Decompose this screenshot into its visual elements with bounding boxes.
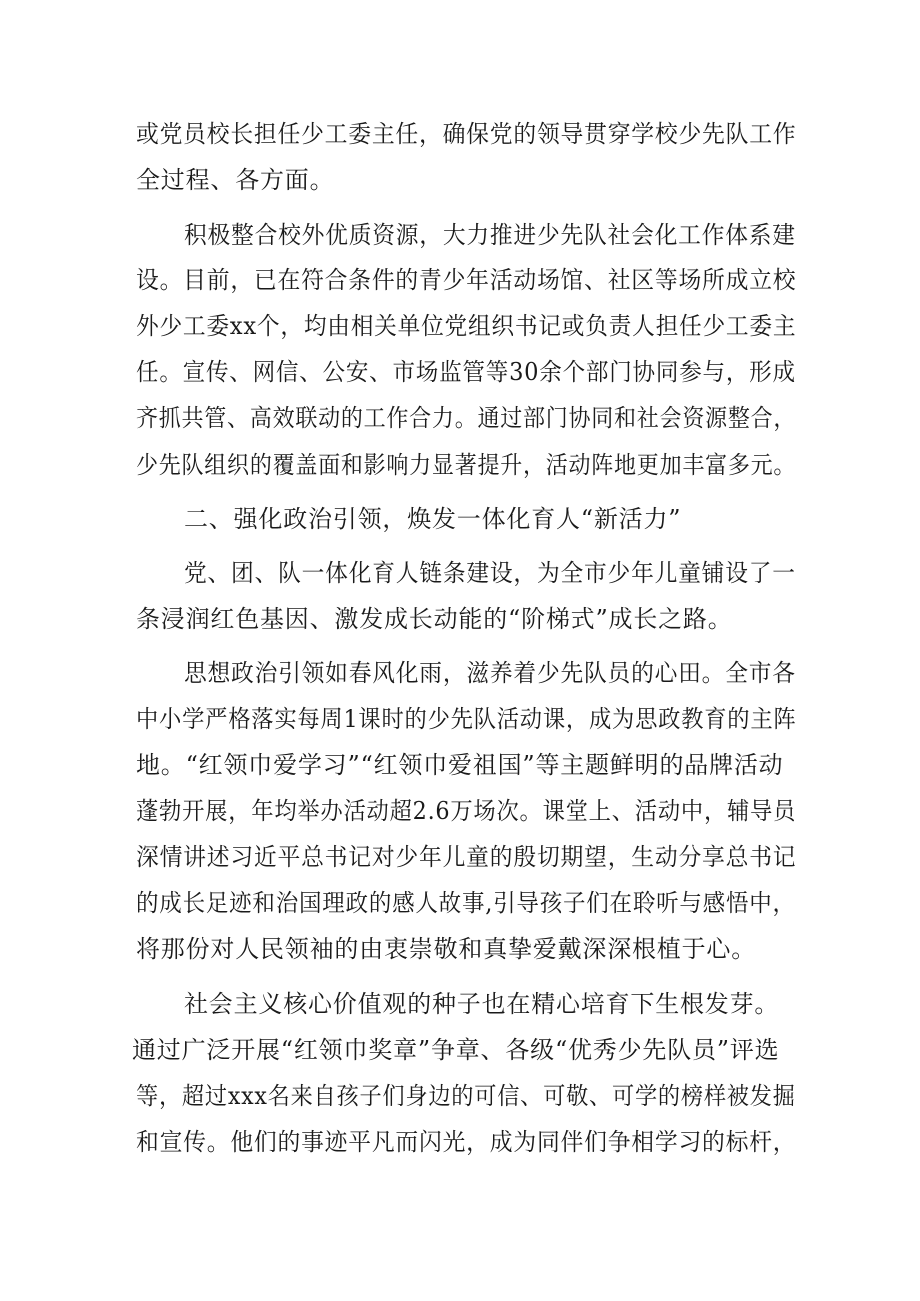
section-heading: 二、强化政治引领，焕发一体化育人“新活力” xyxy=(184,505,682,533)
text-line: 深情讲述习近平总书记对少年儿童的殷切期望，生动分享总书记 xyxy=(136,843,797,871)
text-line: 少先队组织的覆盖面和影响力显著提升，活动阵地更加丰富多元。 xyxy=(136,451,797,479)
text-line: 或党员校长担任少工委主任，确保党的领导贯穿学校少先队工作 xyxy=(136,120,797,148)
text-line: 通过广泛开展“红领巾奖章”争章、各级“优秀少先队员”评选 xyxy=(132,1036,780,1064)
text-line: 条浸润红色基因、激发成长动能的“阶梯式”成长之路。 xyxy=(136,605,733,633)
paragraph-start-line: 积极整合校外优质资源，大力推进少先队社会化工作体系建 xyxy=(184,221,796,249)
paragraph-start-line: 社会主义核心价值观的种子也在精心培育下生根发芽。 xyxy=(184,990,780,1018)
text-line: 设。目前，已在符合条件的青少年活动场馆、社区等场所成立校 xyxy=(136,266,797,294)
text-line: 全过程、各方面。 xyxy=(136,166,335,194)
text-line: 的成长足迹和治国理政的感人故事,引导孩子们在聆听与感悟中， xyxy=(136,889,796,917)
text-line: 和宣传。他们的事迹平凡而闪光，成为同伴们争相学习的标杆， xyxy=(136,1128,797,1156)
text-line: 等，超过xxx名来自孩子们身边的可信、可敬、可学的榜样被发掘 xyxy=(136,1082,796,1110)
text-line: 齐抓共管、高效联动的工作合力。通过部门协同和社会资源整合， xyxy=(136,404,797,432)
paragraph-start-line: 党、团、队一体化育人链条建设，为全市少年儿童铺设了一 xyxy=(184,559,796,587)
text-line: 地。“红领巾爱学习”“红领巾爱祖国”等主题鲜明的品牌活动 xyxy=(136,751,784,779)
text-line: 蓬勃开展，年均举办活动超2.6万场次。课堂上、活动中，辅导员 xyxy=(136,797,797,825)
text-line: 中小学严格落实每周1课时的少先队活动课，成为思政教育的主阵 xyxy=(136,705,797,733)
text-line: 外少工委xx个，均由相关单位党组织书记或负责人担任少工委主 xyxy=(136,312,797,340)
text-line: 将那份对人民领袖的由衷崇敬和真挚爱戴深深根植于心。 xyxy=(136,935,756,963)
text-line: 任。宣传、网信、公安、市场监管等30余个部门协同参与，形成 xyxy=(136,358,796,386)
paragraph-start-line: 思想政治引领如春风化雨，滋养着少先队员的心田。全市各 xyxy=(184,659,796,687)
